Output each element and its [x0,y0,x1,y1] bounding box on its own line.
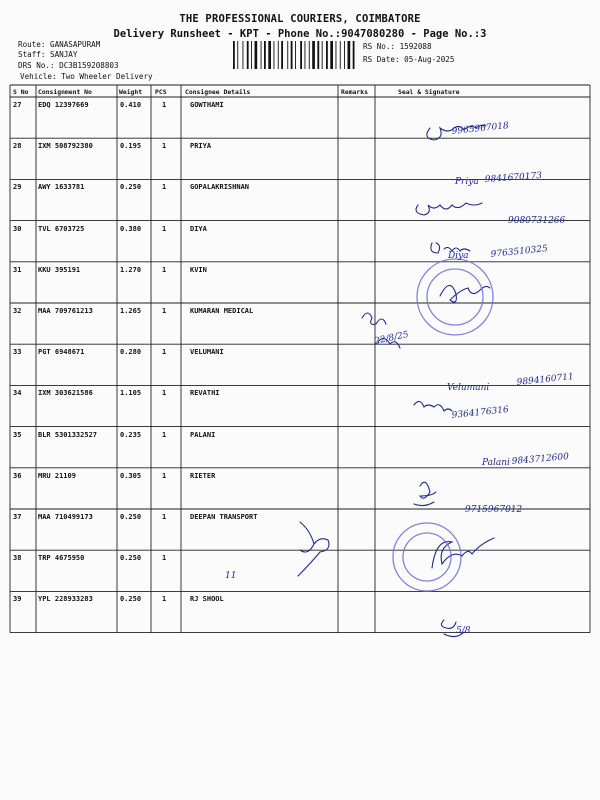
row-33-wt: 0.280 [120,348,142,357]
row-33-pcs: 1 [162,348,167,357]
col-consignment: Consignment No [38,88,92,96]
row-36-wt: 0.305 [120,471,142,480]
hw-30a: Diya [448,251,469,261]
route-label: Route: GANASAPURAM [18,40,101,49]
hw-29: 9080731266 [508,216,566,226]
row-35-wt: 0.235 [120,430,142,439]
hw-39: 5/8 [456,626,471,636]
hw-35a: Palani [482,458,510,468]
col-consignee: Consignee Details [185,88,251,96]
row-33-sno: 33 [13,348,22,357]
hw-33a: Velumani [447,383,490,393]
row-27-name: GOWTHAMI [190,101,224,109]
row-33-name: VELUMANI [190,348,224,357]
col-seal: Seal & Signature [398,88,460,96]
row-39-cn: YPL 228933283 [38,595,93,604]
row-37-wt: 0.250 [120,513,142,521]
hw-27: 9965967018 [451,121,510,137]
row-27-pcs: 1 [162,101,167,109]
row-30-name: DIYA [190,224,207,233]
company-title: THE PROFESSIONAL COURIERS, COIMBATORE [179,13,421,25]
row-38-wt: 0.250 [120,554,142,563]
hw-28a: Priya [455,177,479,187]
row-38-cn: TRP 4675950 [38,554,85,563]
row-28-sno: 28 [13,142,22,151]
hw-30b: 9763510325 [490,244,549,260]
row-39-sno: 39 [13,595,22,604]
row-29-cn: AWY 1633781 [38,183,85,192]
row-32-sno: 32 [13,307,22,315]
row-37-pcs: 1 [162,513,167,521]
row-28-pcs: 1 [162,142,167,151]
row-36-cn: MRU 21109 [38,471,76,480]
row-32-wt: 1.265 [120,307,142,315]
row-29-name: GOPALAKRISHNAN [190,183,250,192]
row-36-sno: 36 [13,471,22,480]
hw-34: 9364176316 [451,405,510,421]
hw-28b: 9841670173 [484,171,543,185]
row-31-wt: 1.270 [120,265,142,274]
row-34-cn: IXM 303621586 [38,389,93,398]
row-37-sno: 37 [13,513,22,521]
row-35-sno: 35 [13,430,22,439]
row-31-pcs: 1 [162,265,167,274]
runsheet-subtitle: Delivery Runsheet - KPT - Phone No.:9047080280 - Page No.:3 [113,28,487,40]
row-39-pcs: 1 [162,595,167,604]
row-29-wt: 0.250 [120,183,142,192]
col-remarks: Remarks [341,88,368,96]
col-weight: Weight [119,88,143,96]
hw-36: 9715967012 [465,505,523,515]
vehicle-label: Vehicle: Two Wheeler Delivery [20,72,153,81]
row-28-name: PRIYA [190,142,212,151]
col-pcs: PCS [155,88,167,96]
row-38-pcs: 1 [162,554,167,563]
row-27-cn: EDQ 12397669 [38,101,89,109]
row-29-pcs: 1 [162,183,167,192]
rs-date: RS Date: 05-Aug-2025 [363,55,455,64]
row-30-wt: 0.380 [120,224,142,233]
row-36-name: RIETER [190,471,216,480]
row-27-wt: 0.410 [120,101,142,109]
row-37-name: DEEPAN TRANSPORT [190,513,258,521]
row-33-cn: PGT 6948671 [38,348,85,357]
row-30-sno: 30 [13,224,22,233]
row-27-sno: 27 [13,101,22,109]
row-35-cn: BLR 5301332527 [38,430,98,439]
row-32-pcs: 1 [162,307,167,315]
row-29-sno: 29 [13,183,22,192]
row-34-name: REVATHI [190,389,220,398]
row-35-name: PALANI [190,430,216,439]
hw-32: 22/8/25 [373,329,410,347]
row-38-sno: 38 [13,554,22,563]
row-32-cn: MAA 709761213 [38,307,93,315]
row-31-name: KVIN [190,265,207,274]
row-34-sno: 34 [13,389,22,398]
row-30-pcs: 1 [162,224,167,233]
row-28-wt: 0.195 [120,142,142,151]
row-28-cn: IXM 508792380 [38,142,93,151]
row-39-wt: 0.250 [120,595,142,604]
staff-label: Staff: SANJAY [18,50,78,59]
row-35-pcs: 1 [162,430,167,439]
row-37-cn: MAA 710499173 [38,513,93,521]
row-32-name: KUMARAN MEDICAL [190,307,254,315]
row-39-name: RJ SHOOL [190,595,224,604]
row-30-cn: TVL 6703725 [38,224,85,233]
col-sno: S No [13,88,29,96]
row-34-pcs: 1 [162,389,167,398]
hw-35b: 9843712600 [511,452,570,467]
hw-33b: 9894160711 [516,372,575,388]
row-31-cn: KKU 395191 [38,265,81,274]
rs-number: RS No.: 1592088 [363,42,432,51]
row-34-wt: 1.105 [120,389,142,398]
row-36-pcs: 1 [162,471,167,480]
drs-label: DRS No.: DC3B159208803 [18,61,119,70]
row-31-sno: 31 [13,265,22,274]
hw-38: 11 [225,571,237,581]
